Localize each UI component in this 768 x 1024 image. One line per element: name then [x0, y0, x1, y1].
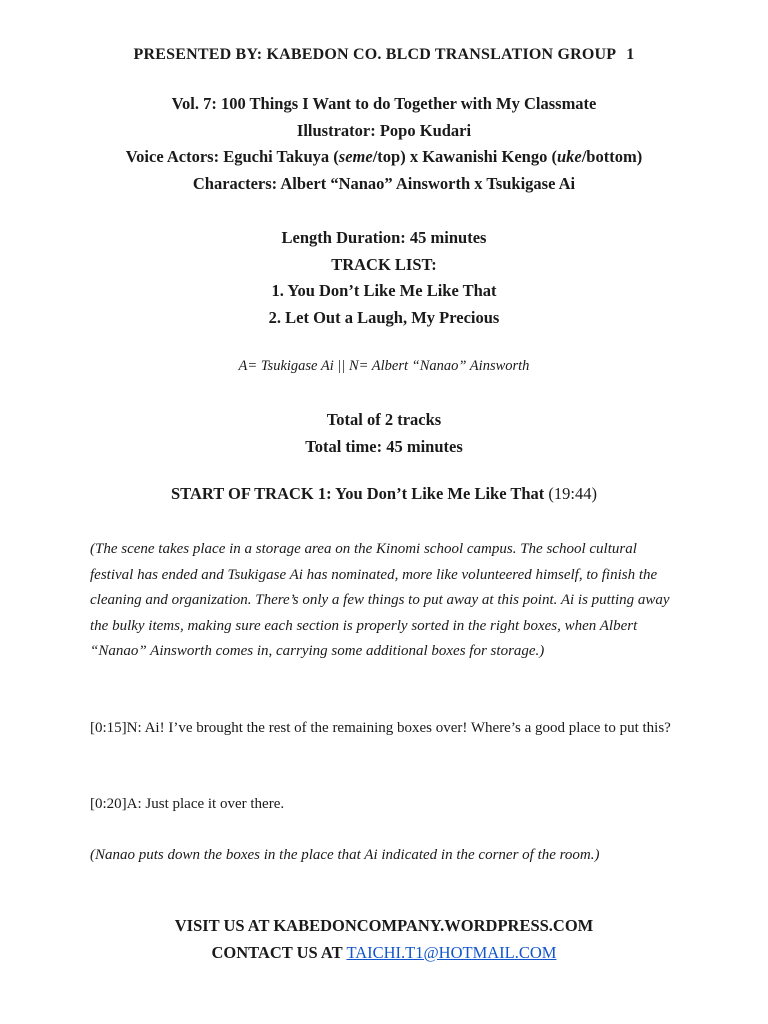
voice-actors-mid: /top) x Kawanishi Kengo (: [372, 147, 557, 166]
track-start-heading: [0, 484, 768, 504]
visit-line: VISIT US AT KABEDONCOMPANY.WORDPRESS.COM: [174, 916, 594, 935]
stage-direction: (Nanao puts down the boxes in the place that Ai indicated in the corner of the room.): [90, 847, 600, 863]
contact-prefix: CONTACT US AT: [211, 943, 347, 962]
volume-title: Vol. 7: 100 Things I Want to do Together with My Classmate: [171, 94, 597, 113]
contact-line: [0, 939, 768, 966]
track-list-heading: TRACK LIST:: [331, 254, 437, 274]
track-start-duration: (19:44): [548, 484, 597, 503]
page-header: [0, 46, 768, 64]
stage-direction: (The scene takes place in a storage area on the Kinomi school campus. The school cultural festival has ended and Tsukigase Ai has nominated, more like volunteered himself, to finish the cleaning and organization. There’s only a few things to put away at this point. Ai is putting away the bulky items, making sure each section is properly sorted in the right boxes, when Albert “Nanao” Ainsworth comes in, carrying some additional boxes for storage.): [90, 541, 670, 660]
totals: [0, 407, 768, 460]
page-footer: [0, 912, 768, 966]
track-info: [0, 225, 768, 331]
illustrator: Illustrator: Popo Kudari: [296, 120, 472, 140]
total-time: Total time: 45 minutes: [305, 436, 463, 456]
characters: Characters: Albert “Nanao” Ainsworth x Tsukigase Ai: [192, 173, 576, 193]
header-title: PRESENTED BY: KABEDON CO. BLCD TRANSLATION GROUP: [133, 46, 617, 63]
voice-actors-prefix: Voice Actors: Eguchi Takuya (: [125, 147, 339, 166]
dialogue-line: [0:15]N: Ai! I’ve brought the rest of the remaining boxes over! Where’s a good place to put this?: [90, 720, 671, 736]
seme-term: seme: [338, 147, 373, 166]
track-list-item: 2. Let Out a Laugh, My Precious: [268, 307, 500, 327]
page-number: 1: [626, 46, 635, 63]
track-start-label: START OF TRACK 1: You Don’t Like Me Like That: [170, 484, 545, 503]
dialogue-line: [0:20]A: Just place it over there.: [90, 796, 285, 812]
length-duration: Length Duration: 45 minutes: [281, 228, 487, 247]
email-link[interactable]: TAICHI.T1@HOTMAIL.COM: [346, 943, 557, 962]
cd-info: [0, 91, 768, 197]
track-list-item: 1. You Don’t Like Me Like That: [271, 281, 497, 300]
voice-actors: [0, 144, 768, 171]
uke-term: uke: [556, 147, 582, 166]
total-tracks: Total of 2 tracks: [326, 410, 442, 429]
voice-actors-suffix: /bottom): [581, 147, 643, 166]
speaker-legend: A= Tsukigase Ai || N= Albert “Nanao” Ainsworth: [238, 358, 530, 374]
